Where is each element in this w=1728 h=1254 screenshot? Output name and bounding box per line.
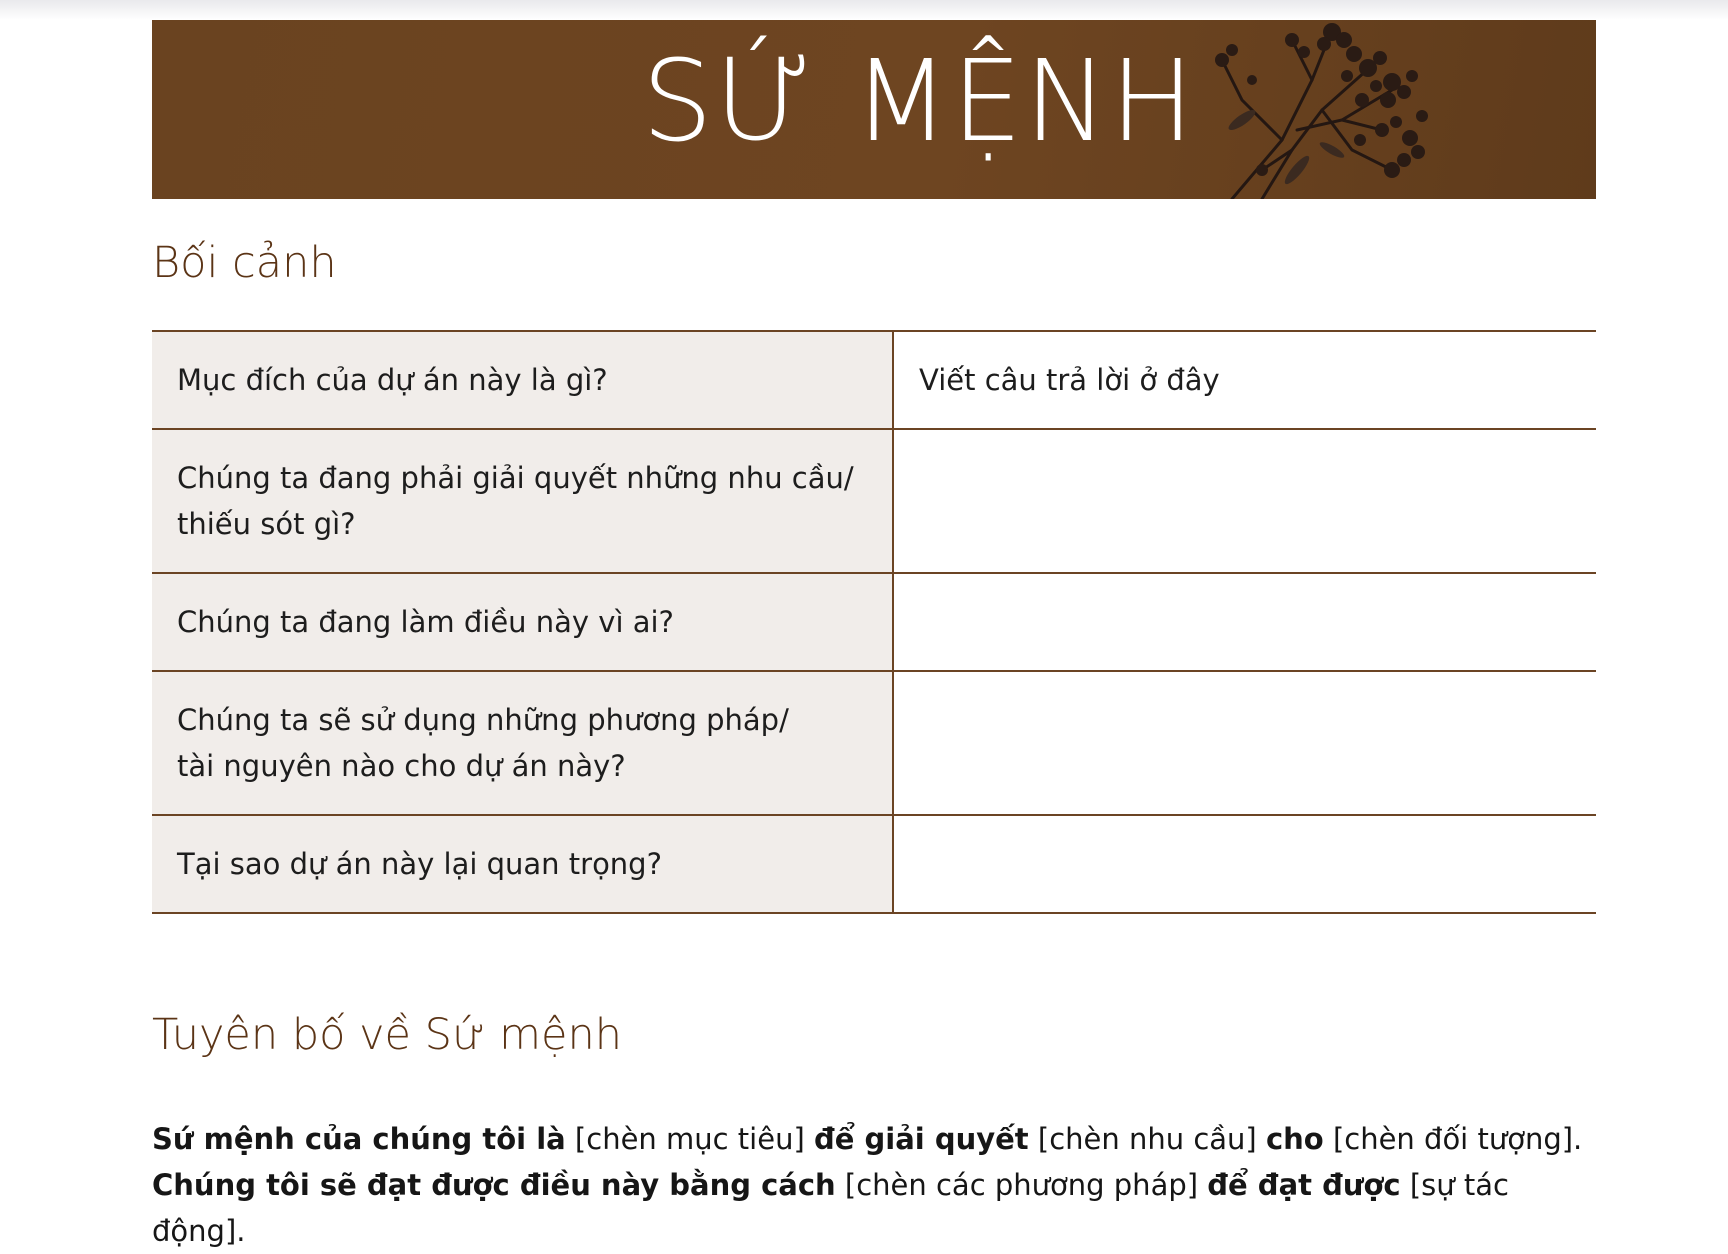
context-table	[152, 330, 1596, 914]
mission-line	[152, 1162, 1596, 1254]
question-line: Chúng ta đang phải giải quyết những nhu cầu/	[177, 461, 854, 495]
table-row	[152, 331, 1596, 429]
answer-cell[interactable]	[893, 815, 1596, 913]
mission-heading: Tuyên bố về Sứ mệnh	[152, 1010, 622, 1060]
table-row	[152, 573, 1596, 671]
table-row	[152, 671, 1596, 815]
mission-bold-text: để giải quyết	[814, 1122, 1029, 1156]
answer-cell[interactable]	[893, 671, 1596, 815]
answer-cell[interactable]: Viết câu trả lời ở đây	[893, 331, 1596, 429]
mission-line	[152, 1116, 1596, 1162]
question-cell: Tại sao dự án này lại quan trọng?	[152, 815, 893, 913]
question-line: thiếu sót gì?	[177, 507, 356, 541]
document-page	[152, 20, 1596, 1248]
question-cell: Chúng ta đang làm điều này vì ai?	[152, 573, 893, 671]
table-row	[152, 429, 1596, 573]
banner-title: SỨ MỆNH	[641, 37, 1197, 167]
mission-placeholder: [sự tác động].	[152, 1168, 1509, 1248]
question-line: Chúng ta sẽ sử dụng những phương pháp/	[177, 703, 789, 737]
window-top-edge	[0, 0, 1728, 20]
mission-placeholder: [chèn các phương pháp]	[835, 1168, 1208, 1202]
title-banner	[152, 20, 1596, 199]
mission-placeholder: [chèn nhu cầu]	[1028, 1122, 1266, 1156]
answer-cell[interactable]	[893, 573, 1596, 671]
mission-statement[interactable]	[152, 1116, 1596, 1254]
mission-bold-text: để đạt được	[1207, 1168, 1401, 1202]
mission-bold-text: cho	[1265, 1122, 1324, 1156]
context-heading: Bối cảnh	[152, 238, 337, 288]
mission-bold-text: Chúng tôi sẽ đạt được điều này bằng cách	[152, 1168, 836, 1202]
mission-placeholder: [chèn đối tượng].	[1323, 1122, 1583, 1156]
question-cell	[152, 671, 893, 815]
mission-bold-text: Sứ mệnh của chúng tôi là	[152, 1122, 566, 1156]
table-row	[152, 815, 1596, 913]
mission-placeholder: [chèn mục tiêu]	[565, 1122, 814, 1156]
question-cell: Mục đích của dự án này là gì?	[152, 331, 893, 429]
answer-cell[interactable]	[893, 429, 1596, 573]
question-line: tài nguyên nào cho dự án này?	[177, 749, 626, 783]
question-cell	[152, 429, 893, 573]
